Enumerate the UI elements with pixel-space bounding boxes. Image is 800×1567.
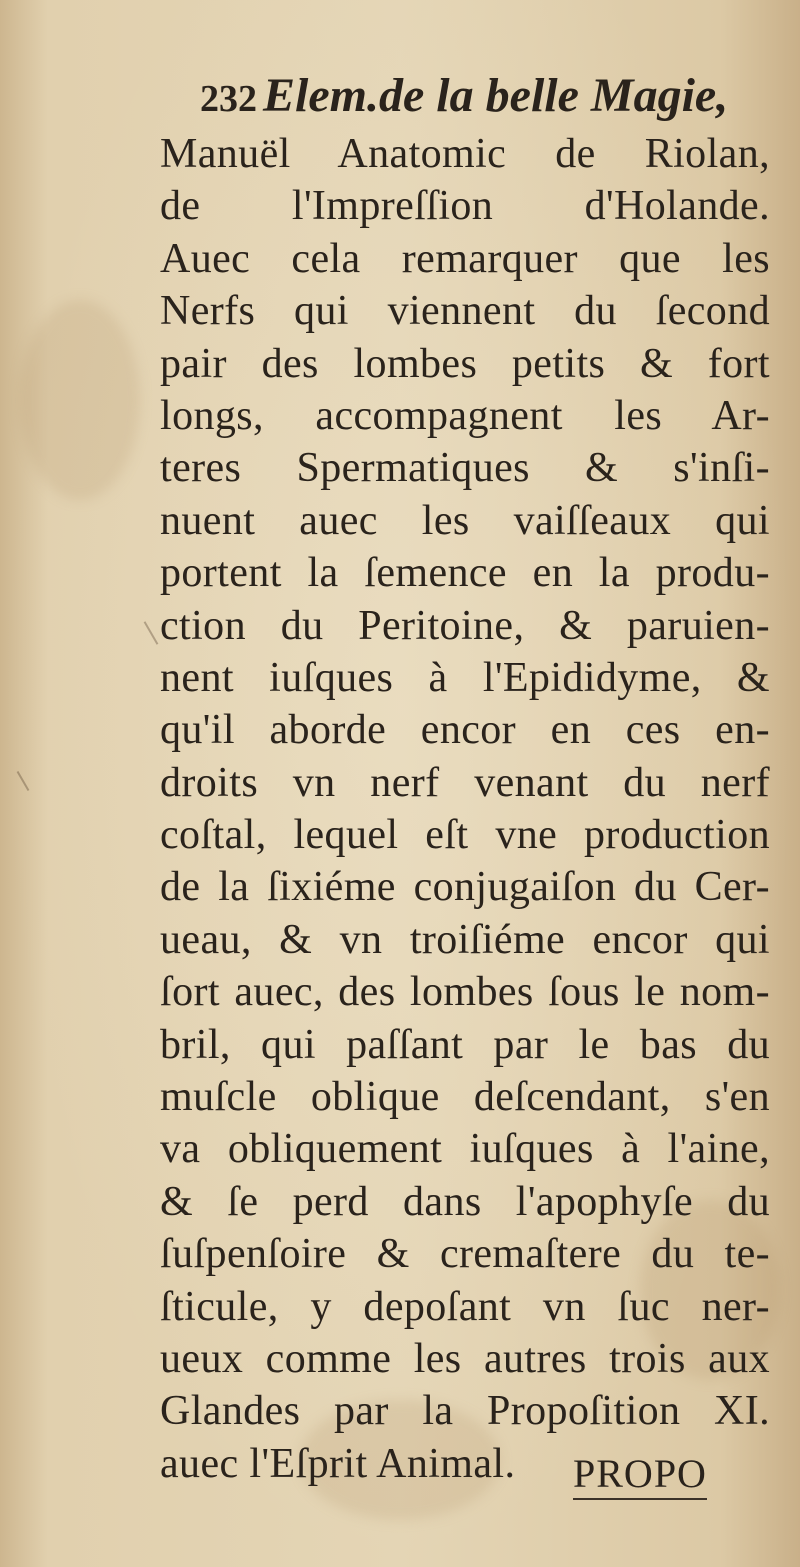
text-line: ction du Peritoine, & paruien- — [160, 602, 770, 649]
text-line: nuent auec les vaiſſeaux qui — [160, 497, 770, 544]
text-line: auec l'Eſprit Animal. — [160, 1440, 516, 1487]
page-number: 232 — [200, 78, 257, 120]
text-line: ueau, & vn troiſiéme encor qui — [160, 916, 770, 963]
text-line: Glandes par la Propoſition XI. — [160, 1388, 770, 1435]
text-line: Nerfs qui viennent du ſecond — [160, 288, 770, 335]
text-line: ſuſpenſoire & cremaſtere du te- — [160, 1231, 770, 1278]
text-line: pair des lombes petits & fort — [160, 340, 770, 387]
text-line: Manuël Anatomic de Riolan, — [160, 131, 770, 177]
text-line: muſcle oblique deſcendant, s'en — [160, 1074, 770, 1121]
text-line: teres Spermatiques & s'inſi- — [160, 445, 770, 492]
text-line: qu'il aborde encor en ces en- — [160, 707, 770, 754]
text-line: longs, accompagnent les Ar- — [160, 392, 770, 439]
running-header — [200, 69, 770, 128]
text-line: de la ſixiéme conjugaiſon du Cer- — [160, 864, 770, 911]
text-line: ſort auec, des lombes ſous le nom- — [160, 969, 770, 1016]
text-line: droits vn nerf venant du nerf — [160, 759, 770, 806]
text-line: ſticule, y depoſant vn ſuc ner- — [160, 1283, 770, 1330]
text-line: va obliquement iuſques à l'aine, — [160, 1126, 770, 1173]
margin-mark — [17, 771, 30, 791]
text-line: portent la ſemence en la produ- — [160, 550, 770, 597]
catchword: PROPO — [573, 1452, 707, 1500]
text-line: de l'Impreſſion d'Holande. — [160, 183, 770, 230]
text-line: Auec cela remarquer que les — [160, 235, 770, 282]
text-line: bril, qui paſſant par le bas du — [160, 1021, 770, 1068]
paper-stain — [20, 300, 140, 500]
text-line: ueux comme les autres trois aux — [160, 1335, 770, 1382]
text-line: & ſe perd dans l'apophyſe du — [160, 1178, 770, 1225]
margin-mark — [144, 621, 159, 645]
page-text — [160, 69, 770, 1490]
running-title: Elem.de la belle Magie, — [263, 69, 729, 122]
text-line: coſtal, lequel eſt vne production — [160, 812, 770, 859]
text-line: nent iuſques à l'Epididyme, & — [160, 654, 770, 701]
